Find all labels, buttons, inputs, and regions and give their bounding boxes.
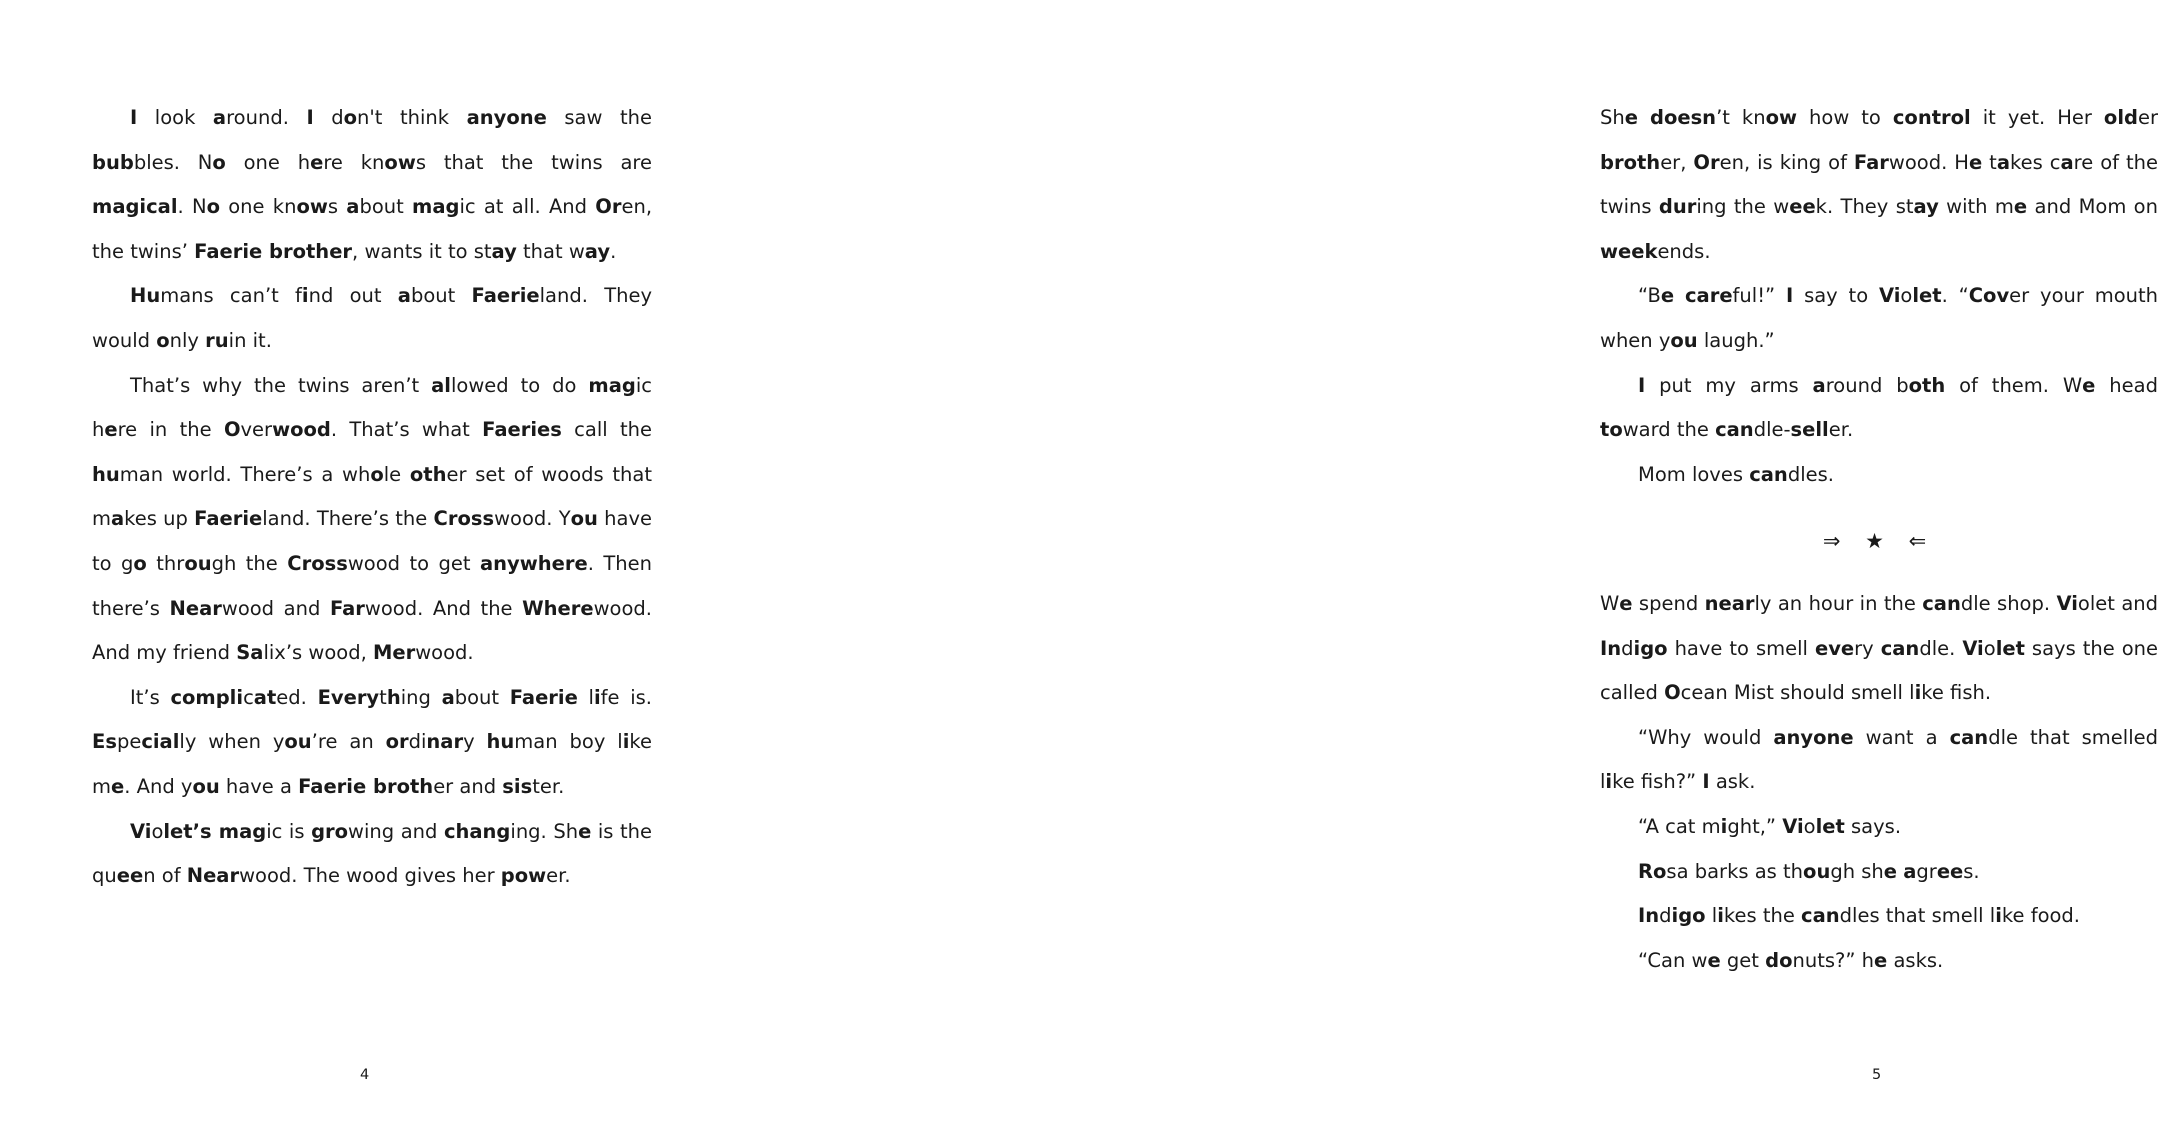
paragraph: That’s why the twins aren’t allowed to do magic here in the Overwood. That’s what Faeries call the human world. There’s a whole other set of woods that makes up Faerieland. There’s the Crosswood. You have to go through the Crosswood to get anywhere. Then there’s Nearwood and Farwood. And the Wherewood. And my friend Salix’s wood, Merwood.: [92, 373, 653, 665]
paragraph: “Be careful!” I say to Violet. “Cover your mouth when you laugh.”: [1600, 284, 2158, 352]
paragraph: It’s complicated. Everything about Faerie life is. Especially when you’re an ordinary human boy like me. And you have a Faerie brother and sister.: [92, 685, 652, 798]
paragraph: “A cat might,” Violet says.: [1638, 814, 1902, 838]
left-page-text-block: [92, 96, 652, 899]
paragraph: Rosa barks as though she agrees.: [1638, 859, 1980, 883]
page-number: 5: [1872, 1067, 1882, 1083]
page-number: 4: [360, 1067, 370, 1083]
paragraph: Indigo likes the candles that smell like food.: [1638, 904, 2081, 928]
paragraph: Mom loves candles.: [1638, 462, 1834, 486]
paragraph: “Can we get donuts?” he asks.: [1638, 948, 1944, 972]
paragraph: She doesn’t know how to control it yet. Her older brother, Oren, is king of Farwood. He takes care of the twins during the week. They stay with me and Mom on weekends.: [1600, 106, 2158, 263]
paragraph: Humans can’t find out about Faerieland. They would only ruin it.: [92, 284, 653, 352]
paragraph: Violet’s magic is growing and changing. She is the queen of Nearwood. The wood gives her power.: [92, 819, 652, 888]
right-page: [750, 0, 2158, 1125]
section-ornament: ⇒ ★ ⇐: [1822, 529, 1936, 554]
paragraph: “Why would anyone want a candle that smelled like fish?” I ask.: [1600, 725, 2158, 794]
right-page-text-block: [1600, 96, 2158, 983]
paragraph: We spend nearly an hour in the candle shop. Violet and Indigo have to smell every candle. Violet says the one called Ocean Mist should smell like fish.: [1600, 591, 2158, 705]
paragraph: I put my arms around both of them. We head toward the candle-seller.: [1600, 373, 2158, 442]
left-page: [0, 0, 750, 1125]
paragraph: I look around. I don't think anyone saw the bubbles. No one here knows that the twins are magical. No one knows about magic at all. And Oren, the twins’ Faerie brother, wants it to stay that way.: [92, 106, 653, 263]
